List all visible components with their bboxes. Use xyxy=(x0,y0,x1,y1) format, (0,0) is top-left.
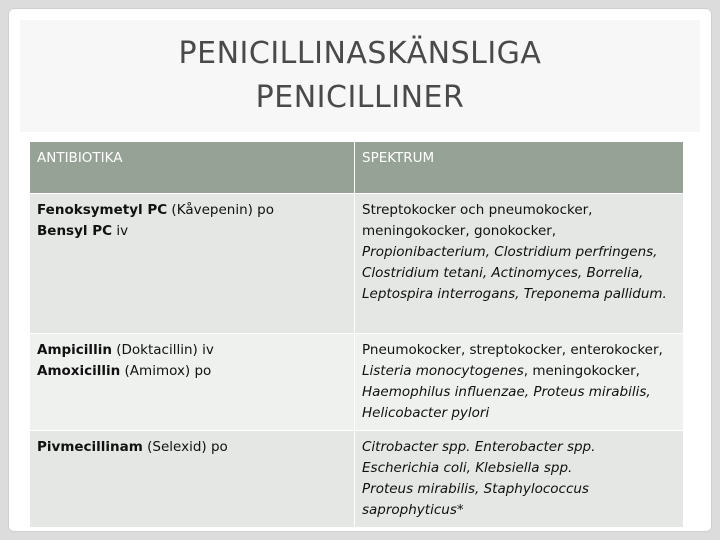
spektrum-organisms: Propionibacterium, Clostridium perfringens, Clostridium tetani, Actinomyces, Borrelia, Leptospira interrogans, Treponema pallidum. xyxy=(362,244,667,302)
drug-detail: (Doktacillin) iv xyxy=(111,342,214,358)
spektrum-line: Citrobacter spp. Enterobacter spp. xyxy=(362,439,596,455)
slide-title-line-1: PENICILLINASKÄNSLIGA xyxy=(178,36,542,71)
drug-line xyxy=(37,437,346,458)
drug-detail: (Selexid) po xyxy=(142,439,228,455)
header-spektrum: SPEKTRUM xyxy=(355,142,684,194)
drug-name: Bensyl PC xyxy=(37,223,113,239)
antibiotika-cell xyxy=(30,194,355,334)
drug-name: Pivmecillinam xyxy=(37,439,143,455)
antibiotika-cell xyxy=(30,334,355,431)
spektrum-organisms: Haemophilus influenzae, Proteus mirabilis, Helicobacter pylori xyxy=(362,384,651,421)
drug-detail: iv xyxy=(112,223,129,239)
drug-line xyxy=(37,340,346,361)
drug-line xyxy=(37,200,346,221)
header-antibiotika: ANTIBIOTIKA xyxy=(30,142,355,194)
title-box xyxy=(20,20,700,132)
drug-line xyxy=(37,221,346,242)
drug-line xyxy=(37,361,346,382)
spektrum-cell xyxy=(355,194,684,334)
spektrum-line: Proteus mirabilis, Staphylococcus saprophyticus* xyxy=(362,481,589,518)
antibiotics-table xyxy=(29,141,684,528)
drug-name: Amoxicillin xyxy=(37,363,121,379)
table-row xyxy=(30,194,684,334)
table-header-row xyxy=(30,142,684,194)
drug-name: Ampicillin xyxy=(37,342,112,358)
spektrum-organisms: Listeria monocytogenes xyxy=(362,363,524,379)
table-row xyxy=(30,334,684,431)
spektrum-text: Streptokocker och pneumokocker, meningokocker, gonokocker, xyxy=(362,202,593,239)
spektrum-text: , meningokocker, xyxy=(523,363,640,379)
spektrum-cell xyxy=(355,334,684,431)
drug-name: Fenoksymetyl PC xyxy=(37,202,168,218)
drug-detail: (Kåvepenin) po xyxy=(167,202,275,218)
spektrum-cell xyxy=(355,431,684,528)
table-row xyxy=(30,431,684,528)
antibiotika-cell xyxy=(30,431,355,528)
spektrum-line: Escherichia coli, Klebsiella spp. xyxy=(362,460,573,476)
spektrum-text: Pneumokocker, streptokocker, enterokocker, xyxy=(362,342,663,358)
drug-detail: (Amimox) po xyxy=(120,363,212,379)
slide-title-line-2: PENICILLINER xyxy=(255,80,465,115)
